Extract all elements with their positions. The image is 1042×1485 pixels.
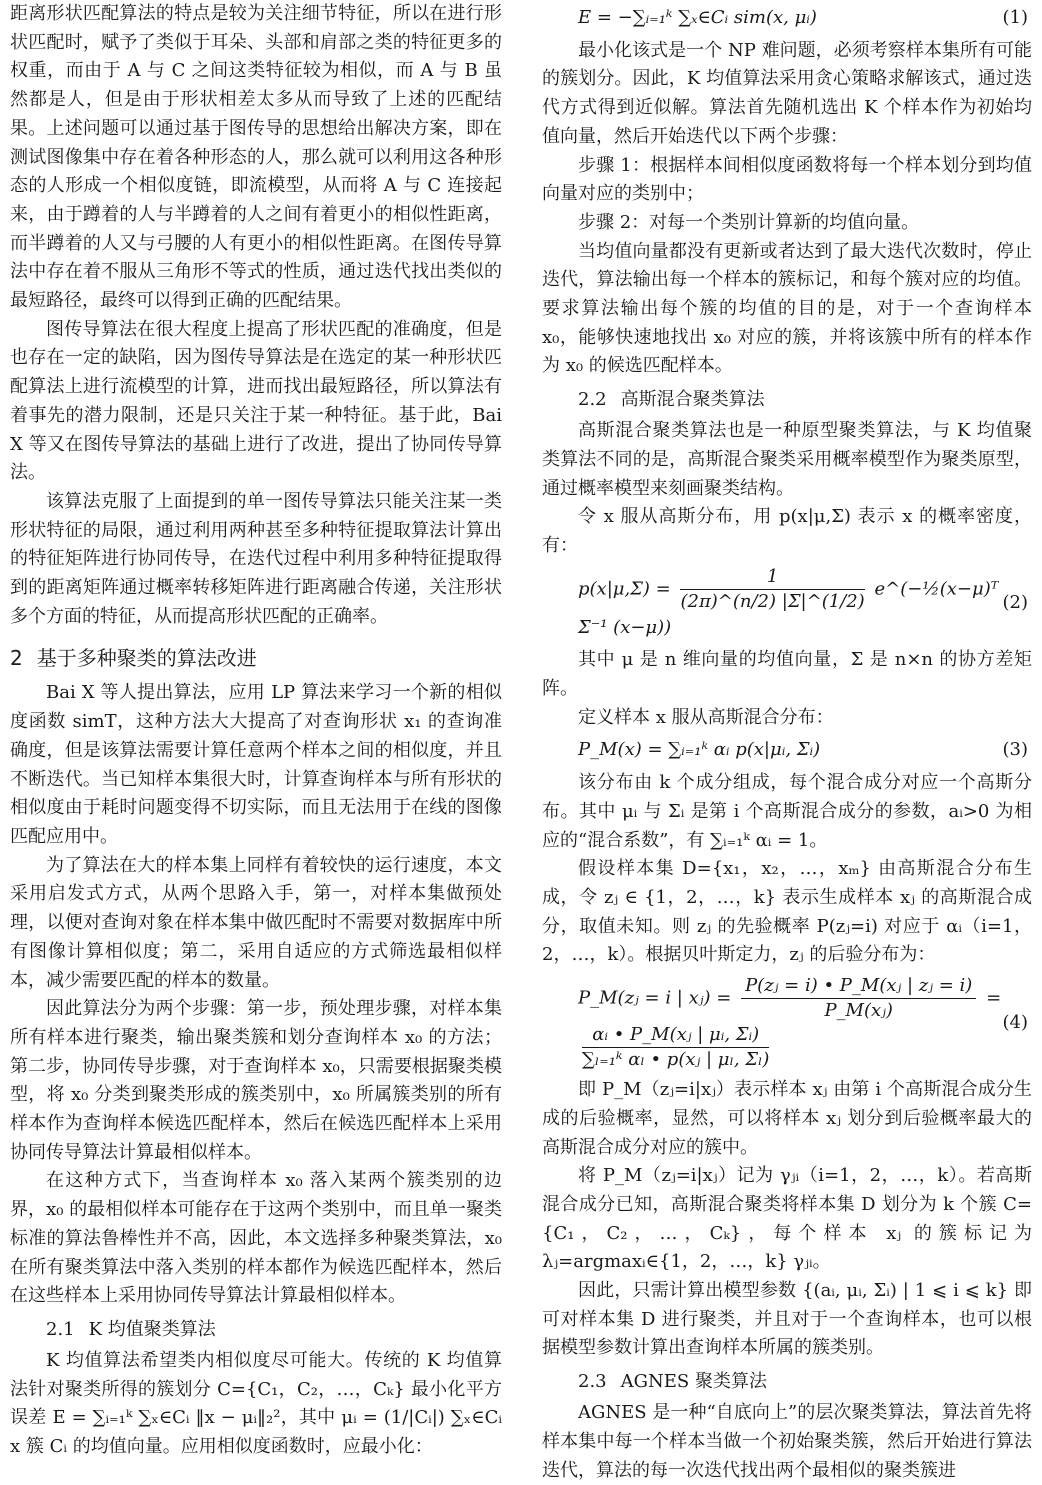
denominator: (2π)^(n/2) |Σ|^(1/2) <box>680 590 865 612</box>
numerator: 1 <box>680 565 864 590</box>
paragraph: AGNES 是一种“自底向上”的层次聚类算法，算法首先将样本集中每一个样本当做一个初始聚类簇，然后开始进行算法迭代，算法的每一次迭代找出两个最相似的聚类簇进 <box>542 1402 1032 1481</box>
subsection-number: 2.3 <box>578 1371 607 1393</box>
equation-4 <box>542 974 1032 1072</box>
fraction <box>582 1023 769 1072</box>
paragraph: 该分布由 k 个成分组成，每个混合成分对应一个高斯分布。其中 μᵢ 与 Σᵢ 是第 i 个高斯混合成分的参数，aᵢ>0 为相应的“混合系数”，有 ∑ᵢ₌₁ᵏ αᵢ = 1。 <box>542 772 1032 851</box>
paragraph: 距离形状匹配算法的特点是较为关注细节特征，所以在进行形状匹配时，赋予了类似于耳朵、头部和肩部之类的特征更多的权重，而由于 A 与 C 之间这类特征较为相似，而 A 与 B 虽然都是人，但是由于形状相差太多从而导致了上述的匹配结果。上述问题可以通过基于图传导的思想给出解决方案，即在测试图像集中存在着各种形态的人，那么就可以利用这各种形态的人形成一个相似度链，即流模型，从而将 A 与 C 连接起来，由于蹲着的人与半蹲着的人之间有着更小的相似性距离，而半蹲着的人又与弓腰的人有更小的相似性距离。在图传导算法中存在着不服从三角形不等式的性质，通过迭代找出类似的最短路径，最终可以得到正确的匹配结果。 <box>10 3 502 312</box>
left-column <box>10 0 502 1462</box>
section-heading-2 <box>10 643 502 673</box>
equation-body <box>542 565 1003 643</box>
subsection-title: K 均值聚类算法 <box>88 1318 216 1340</box>
paragraph: 高斯混合聚类算法也是一种原型聚类算法，与 K 均值聚类算法不同的是，高斯混合聚类采用概率模型作为聚类原型，通过概率模型来刻画聚类结构。 <box>542 420 1032 499</box>
paragraph: 为了算法在大的样本集上同样有着较快的运行速度，本文采用启发式方式，从两个思路入手，第一，对样本集做预处理，以便对查询对象在样本集中做匹配时不需要对数据库中所有图像计算相似度；第二，采用自适应的方式筛选最相似样本，减少需要匹配的样本的数量。 <box>10 854 502 991</box>
subsection-number: 2.1 <box>46 1318 75 1340</box>
numerator: P(zⱼ = i) • P_M(xⱼ | zⱼ = i) <box>741 974 976 999</box>
paragraph: 定义样本 x 服从高斯混合分布： <box>578 706 834 728</box>
equation-body: P_M(zⱼ = i | xⱼ) = $\frac{\text{P(zⱼ = i) • P\_M(xⱼ | zⱼ = i)}}{\text{P\_M(xⱼ)}}$ = $\frac{\text{αᵢ • P\_M(xⱼ | μᵢ, Σᵢ)}}{\text{∑ₗ₌₁ᵏ αₗ • p(xⱼ | μₗ, Σₗ)}}$ <box>578 975 1002 1071</box>
equation-1 <box>542 4 1032 33</box>
subsection-title: AGNES 聚类算法 <box>620 1371 767 1393</box>
equation-number: (1) <box>1002 7 1028 28</box>
paragraph: 图传导算法在很大程度上提高了形状匹配的准确度，但是也存在一定的缺陷，因为图传导算法是在选定的某一种形状匹配算法上进行流模型的计算，进而找出最短路径，所以算法有着事先的潜力限制，还是只关注于某一种特征。基于此，Bai X 等又在图传导算法的基础上进行了改进，提出了协同传导算法。 <box>10 318 502 484</box>
section-number: 2 <box>10 646 23 671</box>
equation-lhs: P_M(zⱼ = i | xⱼ) = <box>578 987 732 1009</box>
section-title: 基于多种聚类的算法改进 <box>36 646 257 671</box>
paragraph: 该算法克服了上面提到的单一图传导算法只能关注某一类形状特征的局限，通过利用两种甚至多种特征提取算法计算出的特征矩阵进行协同传导，在迭代过程中利用多种特征提取得到的距离矩阵通过概率转移矩阵进行距离融合传递，关注形状多个方面的特征，从而提高形状匹配的正确率。 <box>10 490 502 627</box>
equation-body: E = −∑ᵢ₌₁ᵏ ∑ₓ∈Cᵢ sim(x, μᵢ) <box>578 7 817 28</box>
paragraph: 当均值向量都没有更新或者达到了最大迭代次数时，停止迭代，算法输出每一个样本的簇标记，和每个簇对应的均值。要求算法输出每个簇的均值的目的是，对于一个查询样本 x₀，能够快速地找出 x₀ 对应的簇，并将该簇中所有的样本作为 x₀ 的候选匹配样本。 <box>542 240 1032 377</box>
paragraph: Bai X 等人提出算法，应用 LP 算法来学习一个新的相似度函数 simT，这种方法大大提高了对查询形状 x₁ 的查询准确度，但是该算法需要计算任意两个样本之间的相似度，并且不断迭代。当已知样本集很大时，计算查询样本与所有形状的相似度由于耗时问题变得不切实际，而且无法用于在线的图像匹配应用中。 <box>10 682 502 847</box>
equation-lhs: p(x|μ,Σ) = <box>578 578 671 600</box>
fraction <box>741 974 976 1023</box>
denominator: P_M(xⱼ) <box>824 1000 893 1022</box>
paragraph: 最小化该式是一个 NP 难问题，必须考察样本集所有可能的簇划分。因此，K 均值算法采用贪心策略求解该式，通过迭代方式得到近似解。算法首先随机选出 K 个样本作为初始均值向量，然后开始迭代以下两个步骤： <box>542 39 1032 147</box>
subsection-title: 高斯混合聚类算法 <box>620 389 765 411</box>
paragraph: 因此，只需计算出模型参数 {(aᵢ, μᵢ, Σᵢ) | 1 ⩽ i ⩽ k} 即可对样本集 D 进行聚类，并且对于一个查询样本，也可以根据模型参数计算出查询样本所属的簇类别。 <box>542 1280 1032 1359</box>
paragraph: 步骤 1：根据样本间相似度函数将每一个样本划分到均值向量对应的类别中； <box>542 154 1032 205</box>
equation-number: (3) <box>1002 739 1028 761</box>
paragraph: 其中 μ 是 n 维向量的均值向量，Σ 是 n×n 的协方差矩阵。 <box>542 649 1032 700</box>
equation-3 <box>542 736 1032 765</box>
paragraph: 即 P_M（zⱼ=i|xⱼ）表示样本 xⱼ 由第 i 个高斯混合成分生成的后验概率，显然，可以将样本 xⱼ 划分到后验概率最大的高斯混合成分对应的簇中。 <box>542 1079 1032 1158</box>
paragraph: K 均值算法希望类内相似度尽可能大。传统的 K 均值算法针对聚类所得的簇划分 C={C₁，C₂，…，Cₖ} 最小化平方误差 E = ∑ᵢ₌₁ᵏ ∑ₓ∈Cᵢ ‖x − μᵢ‖₂²，其中 μᵢ = (1/|Cᵢ|) ∑ₓ∈Cᵢ x 簇 Cᵢ 的均值向量。应用相似度函数时，应最小化： <box>10 1349 502 1458</box>
paragraph: 令 x 服从高斯分布，用 p(x|μ,Σ) 表示 x 的概率密度，有： <box>542 506 1032 556</box>
right-column <box>542 0 1032 1485</box>
fraction <box>680 565 864 614</box>
equation-number: (4) <box>1002 1011 1028 1033</box>
paragraph: 因此算法分为两个步骤：第一步，预处理步骤，对样本集所有样本进行聚类，输出聚类簇和划分查询样本 x₀ 的方法；第二步，协同传导步骤，对于查询样本 x₀，只需要根据聚类模型，将 x₀ 分类到聚类形成的簇类别中，x₀ 所属簇类别的所有样本作为查询样本候选匹配样本，然后在候选匹配样本上采用协同传导算法计算最相似样本。 <box>10 998 502 1163</box>
subsection-number: 2.2 <box>578 389 607 411</box>
equation-2 <box>542 565 1032 643</box>
denominator: ∑ₗ₌₁ᵏ αₗ • p(xⱼ | μₗ, Σₗ) <box>582 1049 770 1071</box>
paragraph: 步骤 2：对每一个类别计算新的均值向量。 <box>578 211 920 233</box>
paragraph: 将 P_M（zⱼ=i|xⱼ）记为 γⱼᵢ（i=1，2，…，k）。若高斯混合成分已知，高斯混合聚类将样本集 D 划分为 k 个簇 C={C₁，C₂，…，Cₖ}，每个样本 xⱼ 的簇标记为 λⱼ=argmaxᵢ∈{1，2，…，k} γⱼᵢ。 <box>542 1165 1032 1273</box>
subsection-heading-2-1 <box>46 1315 502 1345</box>
exponential: e^(−½(x−μ)ᵀ Σ⁻¹ (x−μ)) <box>578 578 999 638</box>
numerator: αᵢ • P_M(xⱼ | μᵢ, Σᵢ) <box>582 1023 769 1048</box>
subsection-heading-2-2 <box>578 385 1032 415</box>
paragraph: 假设样本集 D={x₁，x₂，…，xₘ} 由高斯混合分布生成，令 zⱼ ∈ {1，2，…，k} 表示生成样本 xⱼ 的高斯混合成分，取值未知。则 zⱼ 的先验概率 P(zⱼ=i) 对应于 αᵢ（i=1，2，…，k）。根据贝叶斯定力，zⱼ 的后验分布为： <box>542 858 1032 966</box>
equation-body: P_M(x) = ∑ᵢ₌₁ᵏ αᵢ p(x|μᵢ, Σᵢ) <box>578 739 821 761</box>
equation-number: (2) <box>1002 592 1028 614</box>
paragraph: 在这种方式下，当查询样本 x₀ 落入某两个簇类别的边界，x₀ 的最相似样本可能存在于这两个类别中，而且单一聚类标准的算法鲁棒性并不高，因此，本文选择多种聚类算法，x₀ 在所有聚类算法中落入类别的样本都作为候选匹配样本，然后在这些样本上采用协同传导算法计算最相似样本。 <box>10 1170 502 1307</box>
subsection-heading-2-3 <box>578 1367 1032 1397</box>
